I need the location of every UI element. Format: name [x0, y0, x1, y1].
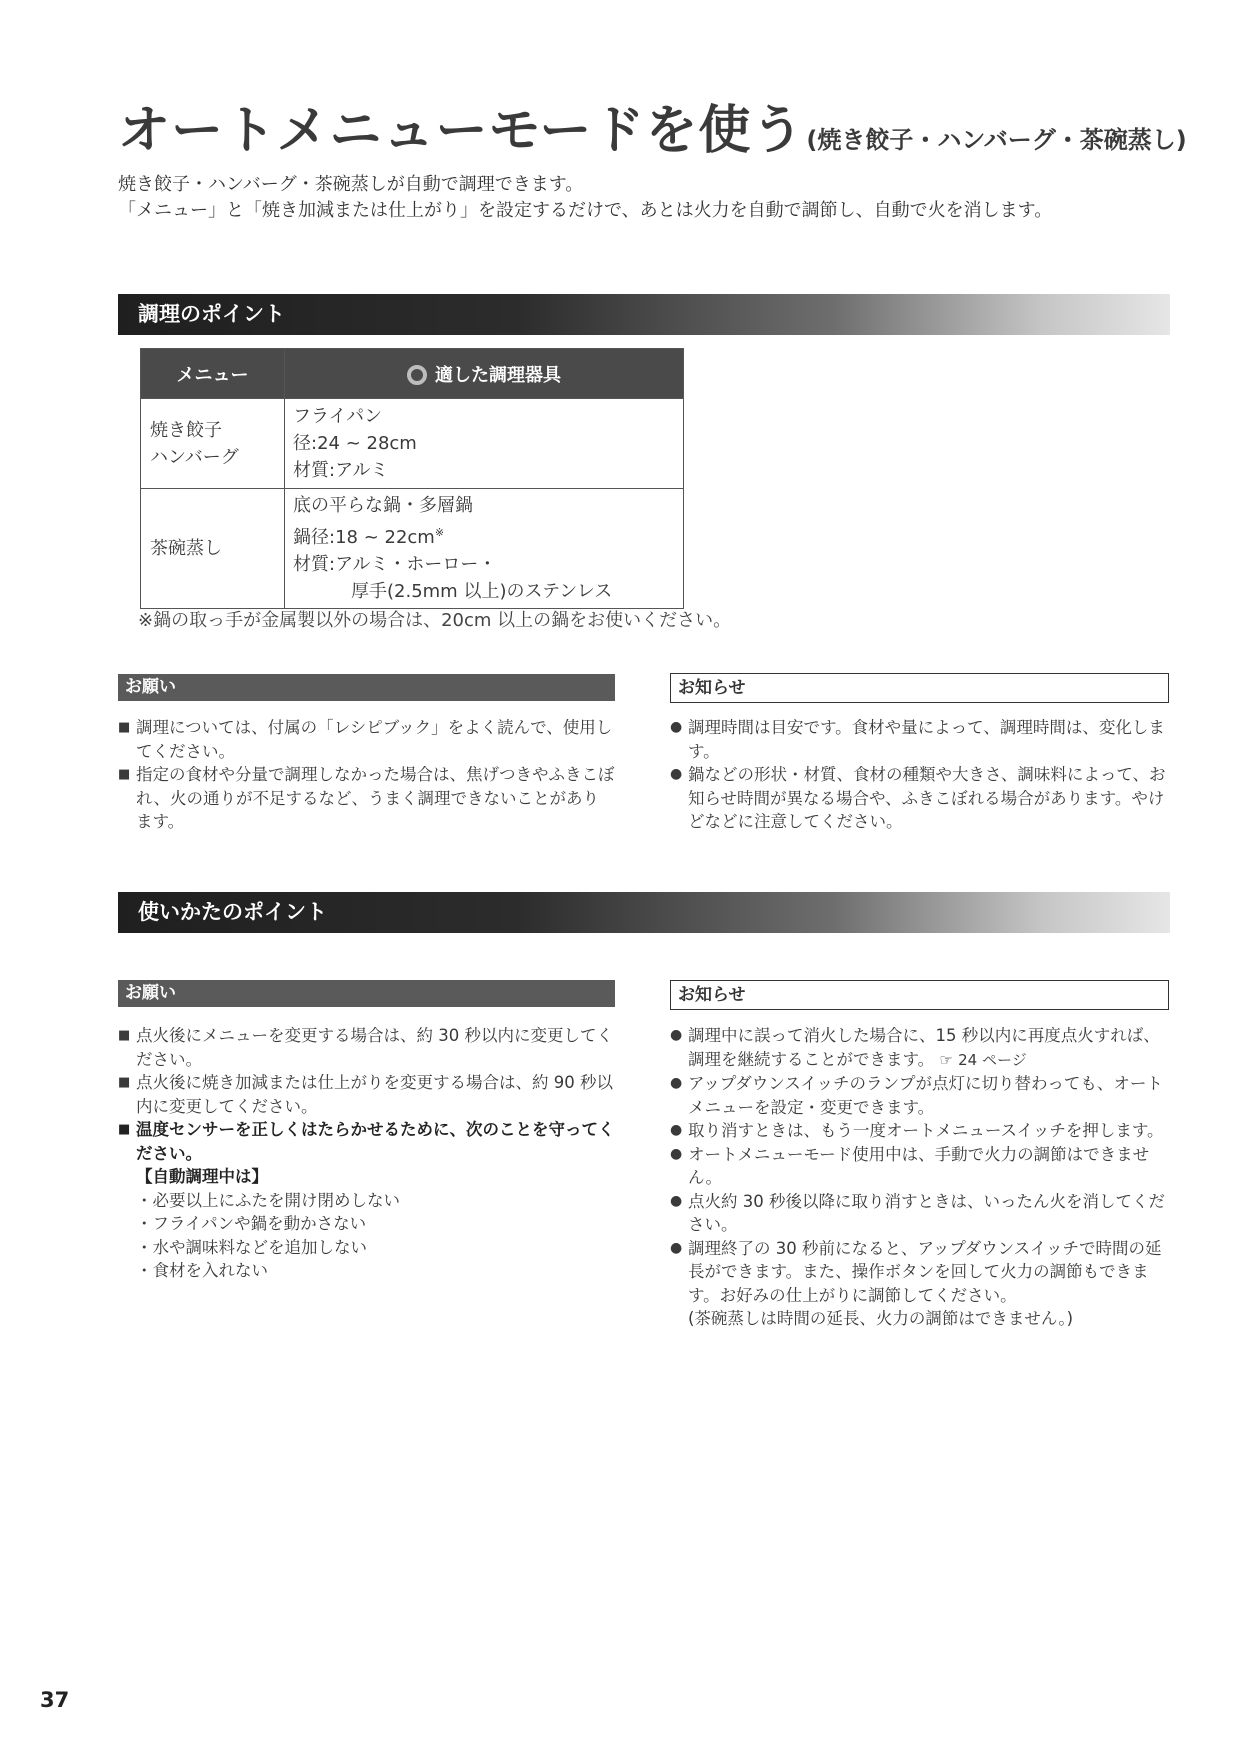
footnote-mark: ※	[434, 526, 445, 539]
round-bullet-icon: ●	[670, 1145, 683, 1162]
list-sub-item: ・フライパンや鍋を動かさない	[136, 1214, 367, 1233]
list-item: ● 取り消すときは、もう一度オートメニュースイッチを押します。	[670, 1119, 1170, 1143]
square-bullet-icon: ■	[118, 767, 131, 782]
onegai-list	[118, 716, 615, 834]
table-cell-tools	[285, 489, 684, 609]
table-header-menu: メニュー	[141, 349, 285, 399]
table-cell-menu	[141, 489, 285, 609]
table-row	[141, 399, 684, 489]
list-item: ■ 調理については、付属の「レシピブック」をよく読んで、使用してください。	[118, 718, 613, 761]
oshirase-list	[670, 716, 1170, 834]
menu-name: 焼き餃子	[150, 419, 222, 441]
tool-line: 鍋径:18 ~ 22cm※	[293, 526, 445, 548]
menu-name: ハンバーグ	[150, 446, 239, 468]
table-header-row	[141, 349, 684, 399]
list-item: ● 調理終了の 30 秒前になると、アップダウンスイッチで時間の延長ができます。また、操作ボタンを回して火力の調節もできます。お好みの仕上がりに調節してください。 (茶碗蒸しは時間の延長、火力の調節はできません。)	[670, 1237, 1170, 1331]
list-sub-item: ・必要以上にふたを開け閉めしない	[136, 1190, 400, 1210]
page-title	[118, 88, 1187, 163]
menu-name: 茶碗蒸し	[150, 538, 222, 559]
tool-line: 材質:アルミ・ホーロー・	[293, 554, 497, 575]
list-item-note: (茶碗蒸しは時間の延長、火力の調節はできません。)	[688, 1309, 1074, 1328]
tool-line: フライパン	[293, 406, 383, 427]
table-cell-menu	[141, 399, 285, 489]
list-item: ■ 指定の食材や分量で調理しなかった場合は、焦げつきやふきこぼれ、火の通りが不足するなど、うまく調理できないことがあります。	[118, 765, 615, 831]
page-number: 37	[40, 1688, 70, 1712]
page-title-main: オートメニューモードを使う	[118, 101, 805, 161]
list-sub-item: ・食材を入れない	[136, 1261, 268, 1280]
list-item: ■ 点火後に焼き加減または仕上がりを変更する場合は、約 90 秒以内に変更してください。	[118, 1073, 613, 1116]
oshirase-list	[670, 1024, 1170, 1331]
list-item: ■ 点火後にメニューを変更する場合は、約 30 秒以内に変更してください。	[118, 1026, 613, 1069]
list-item: ● アップダウンスイッチのランプが点灯に切り替わっても、オートメニューを設定・変更できます。	[670, 1074, 1163, 1117]
onegai-label: お願い	[118, 980, 615, 1007]
table-cell-tools	[285, 399, 684, 489]
section-heading-usage-points: 使いかたのポイント	[118, 892, 1170, 933]
onegai-label: お願い	[118, 674, 615, 701]
intro-text	[118, 172, 1052, 224]
round-bullet-icon: ●	[670, 1075, 683, 1091]
square-bullet-icon: ■	[118, 1028, 131, 1043]
tool-line: 径:24 ~ 28cm	[293, 433, 417, 454]
table-footnote: ※鍋の取っ手が金属製以外の場合は、20cm 以上の鍋をお使いください。	[138, 610, 732, 631]
list-item: ● 調理中に誤って消火した場合に、15 秒以内に再度点火すれば、調理を継続することができます。 ☞ 24 ページ	[670, 1026, 1160, 1069]
intro-line-2: 「メニュー」と「焼き加減または仕上がり」を設定するだけで、あとは火力を自動で調節し、自動で火を消します。	[118, 200, 1053, 221]
tool-line: 底の平らな鍋・多層鍋	[293, 495, 473, 516]
round-bullet-icon: ●	[670, 1122, 683, 1138]
cookware-table	[140, 348, 684, 609]
list-sub-item: ・水や調味料などを追加しない	[136, 1237, 367, 1257]
tool-line: 材質:アルミ	[293, 460, 389, 481]
page-title-sub: (焼き餃子・ハンバーグ・茶碗蒸し)	[806, 126, 1187, 154]
circle-icon	[407, 365, 427, 385]
square-bullet-icon: ■	[118, 1122, 131, 1137]
table-header-tools	[285, 349, 684, 399]
table-header-tools-label: 適した調理器具	[435, 364, 561, 386]
list-item-important: ■ 温度センサーを正しくはたらかせるために、次のことを守ってください。 【自動調理中は】	[118, 1118, 615, 1189]
list-item: ● オートメニューモード使用中は、手動で火力の調節はできません。	[670, 1144, 1150, 1187]
round-bullet-icon: ●	[670, 719, 683, 735]
intro-line-1: 焼き餃子・ハンバーグ・茶碗蒸しが自動で調理できます。	[118, 174, 584, 195]
table-row	[141, 489, 684, 609]
list-item: ● 点火約 30 秒後以降に取り消すときは、いったん火を消してください。	[670, 1191, 1165, 1234]
oshirase-label: お知らせ	[670, 673, 1169, 703]
page-reference: 24 ページ	[958, 1050, 1027, 1069]
round-bullet-icon: ●	[670, 1027, 683, 1043]
oshirase-label: お知らせ	[670, 980, 1169, 1010]
round-bullet-icon: ●	[670, 766, 683, 782]
list-item: ● 調理時間は目安です。食材や量によって、調理時間は、変化します。	[670, 718, 1165, 761]
round-bullet-icon: ●	[670, 1192, 683, 1209]
square-bullet-icon: ■	[118, 1075, 131, 1090]
list-item: ● 鍋などの形状・材質、食材の種類や大きさ、調味料によって、お知らせ時間が異なる場合や、ふきこぼれる場合があります。やけどなどに注意してください。	[670, 765, 1166, 831]
tool-line: 厚手(2.5mm 以上)のステンレス	[351, 581, 613, 602]
section-heading-cooking-points: 調理のポイント	[118, 294, 1170, 335]
onegai-list	[118, 1024, 615, 1283]
round-bullet-icon: ●	[670, 1239, 683, 1256]
pointing-hand-icon: ☞	[939, 1050, 953, 1069]
square-bullet-icon: ■	[118, 720, 131, 735]
auto-cooking-heading: 【自動調理中は】	[136, 1167, 268, 1186]
